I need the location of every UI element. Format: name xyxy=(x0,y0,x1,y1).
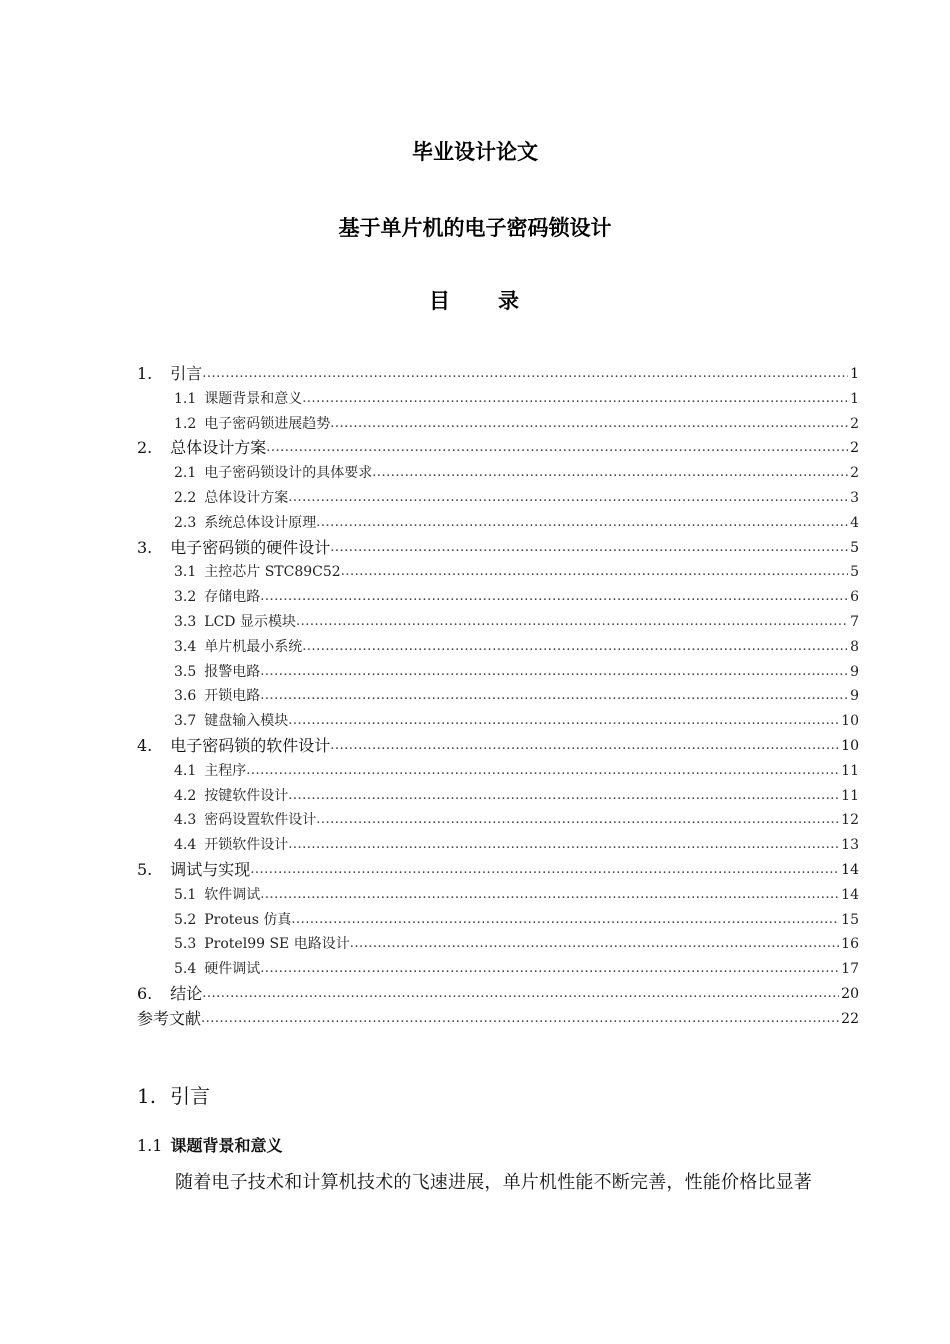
subsection-heading xyxy=(137,1133,282,1156)
toc-page-number: 2 xyxy=(850,415,859,432)
toc-leader-dots xyxy=(302,387,848,412)
toc-page-number: 22 xyxy=(841,1010,859,1027)
toc-page-number: 10 xyxy=(841,737,859,754)
toc-entry-title: 主控芯片 STC89C52 xyxy=(204,564,341,581)
toc-leader-dots xyxy=(330,734,839,759)
toc-entry-number: 1.2 xyxy=(174,415,197,432)
toc-entry[interactable] xyxy=(137,932,859,957)
toc-entry-number: 2. xyxy=(137,438,153,458)
toc-entry-number: 3.2 xyxy=(174,589,197,606)
toc-entry[interactable] xyxy=(137,784,859,809)
toc-entry-title: 课题背景和意义 xyxy=(204,390,303,407)
toc-page-number: 12 xyxy=(841,812,859,829)
toc-entry[interactable] xyxy=(137,362,859,387)
toc-entry-number: 3.7 xyxy=(174,713,197,730)
toc-entry-number: 1. xyxy=(137,364,153,383)
toc-page-number: 15 xyxy=(841,911,859,928)
toc-entry-number: 2.3 xyxy=(174,514,197,531)
toc-entry-title: 参考文献 xyxy=(137,1008,202,1028)
toc-leader-dots xyxy=(260,660,848,685)
toc-entry-title: 软件调试 xyxy=(204,886,261,903)
toc-page-number: 10 xyxy=(841,713,859,730)
toc-entry-title: 开锁电路 xyxy=(204,688,261,705)
toc-leader-dots xyxy=(291,908,839,933)
toc-entry-title: Protel99 SE 电路设计 xyxy=(204,936,350,953)
toc-entry[interactable] xyxy=(137,858,859,883)
toc-entry-number: 5.1 xyxy=(174,886,197,903)
toc-leader-dots xyxy=(250,858,839,883)
toc-entry-number: 5.4 xyxy=(174,961,197,978)
toc-entry-number: 4.1 xyxy=(174,762,197,779)
toc-entry[interactable] xyxy=(137,957,859,982)
toc-leader-dots xyxy=(288,709,839,734)
toc-leader-dots xyxy=(260,957,839,982)
toc-entry-title: 引言 xyxy=(170,364,203,383)
toc-page-number: 1 xyxy=(850,390,859,407)
toc-leader-dots xyxy=(341,560,848,585)
subsection-number: 1.1 xyxy=(137,1136,163,1155)
toc-entry-title: 单片机最小系统 xyxy=(204,638,303,655)
toc-leader-dots xyxy=(372,461,848,486)
toc-page-number: 9 xyxy=(850,688,859,705)
toc-entry-title: 电子密码锁设计的具体要求 xyxy=(204,465,373,482)
toc-entry[interactable] xyxy=(137,1007,859,1032)
toc-entry-number: 4. xyxy=(137,735,153,755)
toc-entry-number: 3. xyxy=(137,537,153,557)
table-of-contents xyxy=(137,362,859,1032)
toc-leader-dots xyxy=(266,436,848,461)
toc-entry[interactable] xyxy=(137,833,859,858)
toc-page-number: 11 xyxy=(841,762,859,779)
toc-leader-dots xyxy=(246,759,839,784)
toc-entry-title: 结论 xyxy=(170,983,203,1003)
toc-entry-number: 5.2 xyxy=(174,911,197,928)
toc-page-number: 1 xyxy=(850,366,859,382)
toc-entry-number: 3.6 xyxy=(174,688,197,705)
toc-leader-dots xyxy=(302,635,848,660)
subsection-title: 课题背景和意义 xyxy=(170,1136,283,1155)
toc-page-number: 17 xyxy=(841,961,859,978)
toc-page-number: 4 xyxy=(850,514,859,531)
toc-leader-dots xyxy=(260,585,848,610)
toc-entry-number: 6. xyxy=(137,983,153,1003)
thesis-title: 基于单片机的电子密码锁设计 xyxy=(338,216,612,240)
toc-entry[interactable] xyxy=(137,883,859,908)
toc-entry-number: 4.2 xyxy=(174,787,197,804)
body-paragraph: 随着电子技术和计算机技术的飞速进展，单片机性能不断完善，性能价格比显著 xyxy=(175,1172,812,1193)
toc-entry-number: 5.3 xyxy=(174,936,197,953)
toc-leader-dots xyxy=(330,536,848,561)
toc-leader-dots xyxy=(288,833,839,858)
toc-entry-title: 电子密码锁的硬件设计 xyxy=(170,537,331,557)
document-type-heading: 毕业设计论文 xyxy=(412,140,538,164)
toc-page-number: 2 xyxy=(850,465,859,482)
toc-entry-title: 总体设计方案 xyxy=(204,489,289,506)
toc-leader-dots xyxy=(330,412,848,437)
toc-heading: 目 录 xyxy=(429,289,521,313)
toc-page-number: 7 xyxy=(850,613,859,630)
toc-entry[interactable] xyxy=(137,734,859,759)
toc-entry[interactable] xyxy=(137,412,859,437)
toc-entry-title: 系统总体设计原理 xyxy=(204,514,317,531)
toc-entry-number: 4.3 xyxy=(174,812,197,829)
toc-entry-title: Proteus 仿真 xyxy=(204,911,292,928)
toc-entry-title: 电子密码锁的软件设计 xyxy=(170,735,331,755)
toc-entry[interactable] xyxy=(137,808,859,833)
toc-entry-title: 主程序 xyxy=(204,762,247,779)
toc-entry-number: 3.3 xyxy=(174,613,197,630)
toc-entry[interactable] xyxy=(137,436,859,461)
toc-page-number: 6 xyxy=(850,589,859,606)
toc-entry[interactable] xyxy=(137,387,859,412)
toc-entry[interactable] xyxy=(137,511,859,536)
toc-page-number: 11 xyxy=(841,787,859,804)
toc-entry[interactable] xyxy=(137,461,859,486)
toc-entry-title: 电子密码锁进展趋势 xyxy=(204,415,331,432)
toc-page-number: 20 xyxy=(841,985,859,1002)
toc-entry-title: 按键软件设计 xyxy=(204,787,289,804)
toc-page-number: 2 xyxy=(850,440,859,457)
toc-entry-number: 2.2 xyxy=(174,489,197,506)
toc-leader-dots xyxy=(316,511,848,536)
toc-entry-title: 总体设计方案 xyxy=(170,438,267,458)
toc-leader-dots xyxy=(202,362,848,387)
toc-leader-dots xyxy=(201,1007,839,1032)
toc-leader-dots xyxy=(288,784,839,809)
toc-entry-title: 密码设置软件设计 xyxy=(204,812,317,829)
toc-entry[interactable] xyxy=(137,486,859,511)
toc-entry-title: 键盘输入模块 xyxy=(204,713,289,730)
toc-page-number: 14 xyxy=(841,886,859,903)
section-number: 1. xyxy=(137,1084,157,1108)
toc-entry-title: LCD 显示模块 xyxy=(204,613,296,630)
toc-entry-number: 3.1 xyxy=(174,564,197,581)
toc-entry[interactable] xyxy=(137,635,859,660)
toc-entry-number: 5. xyxy=(137,859,153,879)
toc-entry-title: 调试与实现 xyxy=(170,859,251,879)
toc-entry[interactable] xyxy=(137,982,859,1007)
section-title: 引言 xyxy=(170,1084,211,1108)
toc-entry-title: 报警电路 xyxy=(204,663,261,680)
toc-entry[interactable] xyxy=(137,684,859,709)
toc-leader-dots xyxy=(202,982,839,1007)
toc-entry-number: 1.1 xyxy=(174,390,197,407)
toc-entry-title: 硬件调试 xyxy=(204,961,261,978)
toc-leader-dots xyxy=(288,486,848,511)
toc-entry[interactable] xyxy=(137,759,859,784)
toc-page-number: 5 xyxy=(850,539,859,556)
toc-entry[interactable] xyxy=(137,908,859,933)
toc-page-number: 3 xyxy=(850,489,859,506)
toc-entry[interactable] xyxy=(137,536,859,561)
toc-entry-number: 3.4 xyxy=(174,638,197,655)
toc-entry-title: 开锁软件设计 xyxy=(204,837,289,854)
toc-leader-dots xyxy=(260,883,839,908)
toc-entry-number: 2.1 xyxy=(174,465,197,482)
toc-entry[interactable] xyxy=(137,660,859,685)
toc-entry-number: 4.4 xyxy=(174,837,197,854)
toc-leader-dots xyxy=(350,932,839,957)
toc-page-number: 13 xyxy=(841,837,859,854)
toc-leader-dots xyxy=(316,808,839,833)
toc-page-number: 14 xyxy=(841,861,859,878)
toc-entry[interactable] xyxy=(137,585,859,610)
toc-page-number: 5 xyxy=(850,564,859,581)
toc-page-number: 9 xyxy=(850,663,859,680)
toc-leader-dots xyxy=(296,610,848,635)
toc-leader-dots xyxy=(260,684,848,709)
toc-entry-number: 3.5 xyxy=(174,663,197,680)
toc-entry-title: 存储电路 xyxy=(204,589,261,606)
toc-entry[interactable] xyxy=(137,709,859,734)
toc-entry[interactable] xyxy=(137,560,859,585)
toc-page-number: 8 xyxy=(850,638,859,655)
toc-page-number: 16 xyxy=(841,936,859,953)
section-heading xyxy=(137,1080,210,1109)
toc-entry[interactable] xyxy=(137,610,859,635)
